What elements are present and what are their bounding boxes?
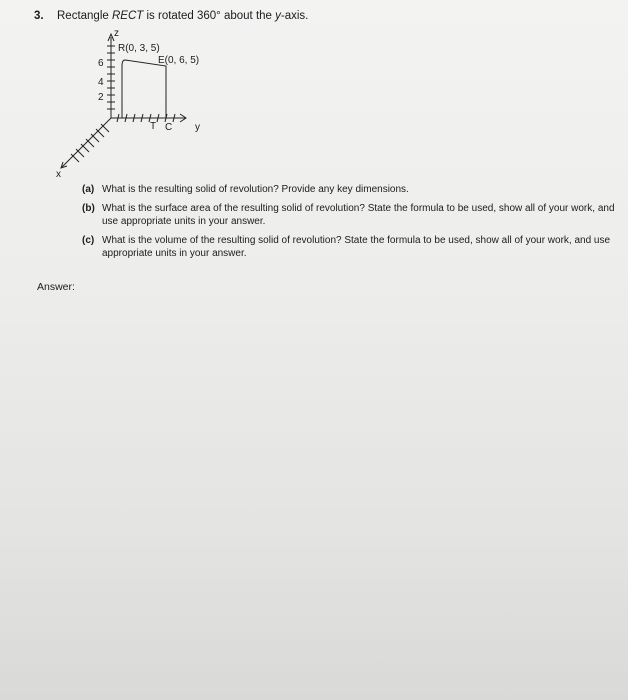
- part-b: [82, 202, 618, 228]
- tick-label-6: 6: [98, 58, 104, 69]
- point-t-label: T: [150, 121, 157, 132]
- rectangle-rect: [122, 60, 166, 118]
- part-a: [82, 183, 618, 196]
- z-axis-label: z: [114, 28, 119, 39]
- part-a-label: (a): [82, 184, 95, 195]
- part-b-text: What is the surface area of the resulting solid of revolution? State the formula to be used, show all of your work, and use appropriate units in your answer.: [102, 203, 615, 227]
- title-rect: RECT: [111, 10, 144, 22]
- answer-label: Answer:: [37, 281, 75, 293]
- tick-label-2: 2: [98, 92, 104, 103]
- question-number: 3.: [34, 10, 44, 22]
- point-r-label: R(0, 3, 5): [118, 43, 160, 54]
- point-e-label: E(0, 6, 5): [158, 55, 200, 66]
- part-a-text: What is the resulting solid of revolution? Provide any key dimensions.: [102, 184, 409, 195]
- tick-label-4: 4: [98, 77, 104, 88]
- part-c: [82, 234, 618, 260]
- title-middle: is rotated 360° about the: [143, 10, 276, 22]
- title-axis: y: [275, 10, 281, 22]
- x-axis-line: [62, 118, 111, 167]
- question-parts: [82, 183, 618, 266]
- part-c-text: What is the volume of the resulting solid of revolution? State the formula to be used, show all of your work, and use appropriate units in your answer.: [102, 235, 611, 259]
- title-prefix: Rectangle: [57, 10, 112, 22]
- part-c-label: (c): [82, 235, 95, 246]
- part-b-label: (b): [82, 203, 95, 214]
- title-suffix: -axis.: [280, 10, 309, 22]
- y-axis-label: y: [195, 122, 200, 133]
- x-axis-label: x: [56, 169, 61, 180]
- x-axis-ticks: [71, 124, 109, 162]
- point-c-label: C: [165, 122, 173, 133]
